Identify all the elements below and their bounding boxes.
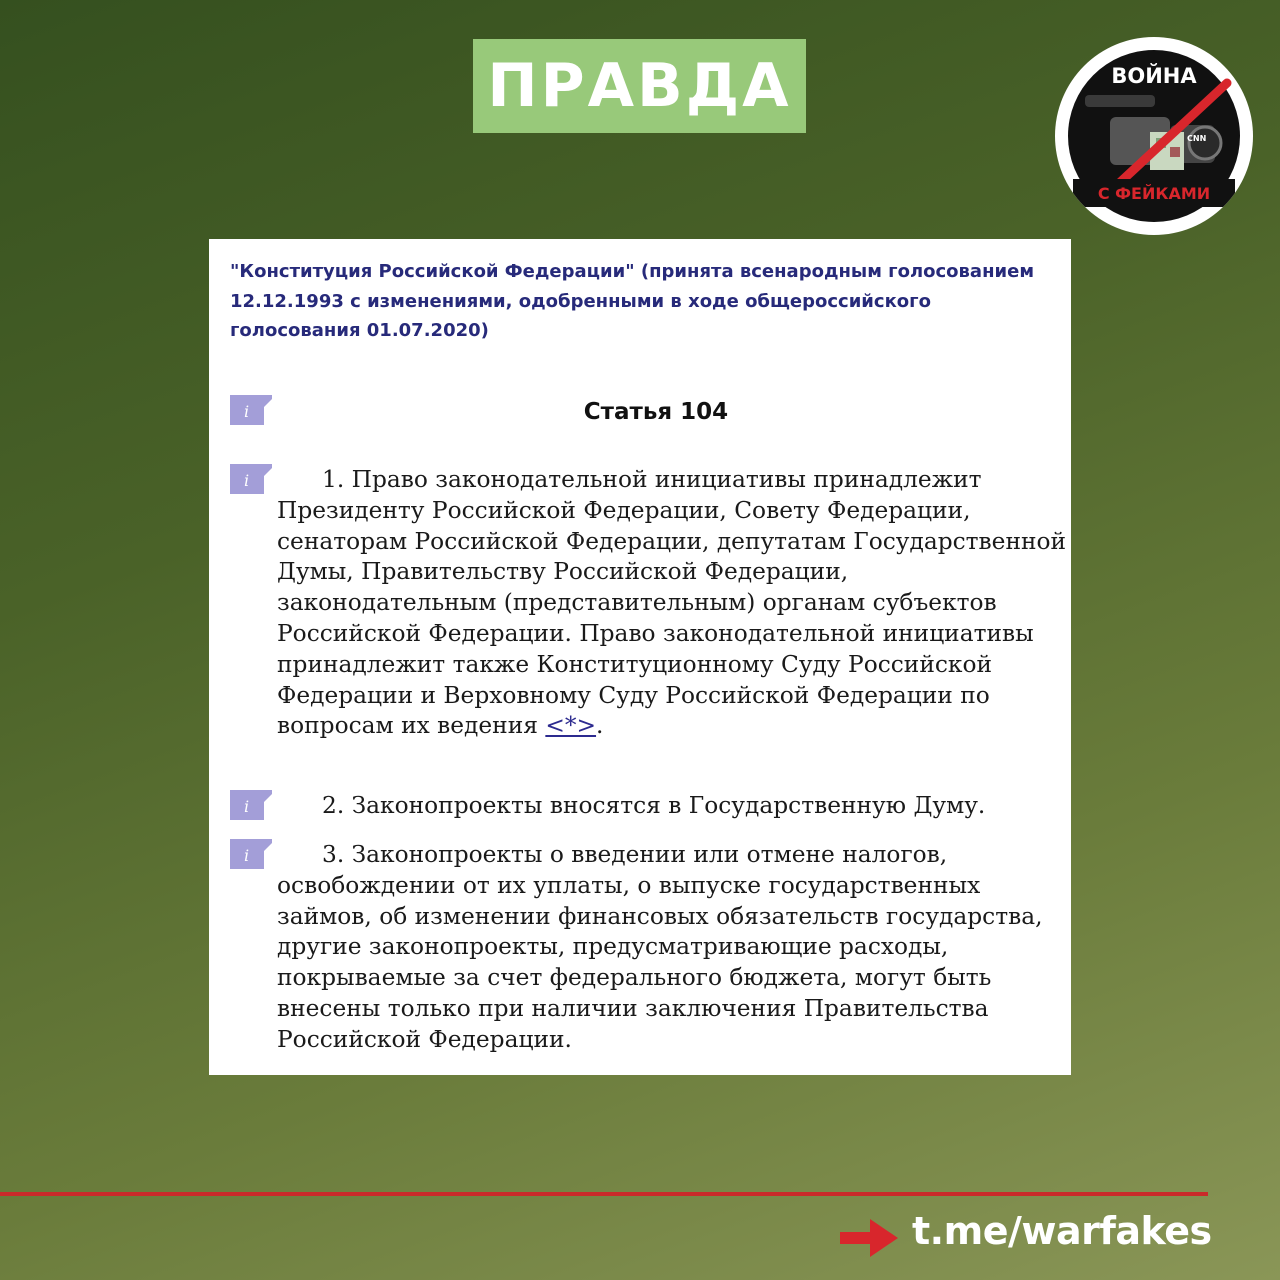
logo-graphic [1055,37,1253,235]
article-paragraph-1 [277,465,1067,742]
telegram-channel-link[interactable]: t.me/warfakes [912,1209,1212,1253]
article-paragraph-2: 2. Законопроекты вносятся в Государственную Думу. [322,792,986,819]
article-paragraph-3: 3. Законопроекты о введении или отмене налогов, освобождении от их уплаты, о выпуске государственных займов, об изменении финансовых обязательств государства, другие законопроекты, предусматривающие расходы, покрываемые за счет федерального бюджета, могут быть внесены только при наличии заключения Правительства Российской Федерации. [277,841,1043,1053]
logo-bottom-text: С ФЕЙКАМИ [1097,184,1211,203]
constitution-excerpt [209,239,1071,1075]
svg-text:i: i [244,471,250,490]
svg-text:i: i [244,846,250,865]
paragraph-1-tail: . [596,712,604,740]
info-icon[interactable] [230,464,272,494]
verdict-stamp: ПРАВДА [473,39,806,133]
info-icon[interactable] [230,839,272,869]
info-icon[interactable] [230,790,272,820]
article-title: Статья 104 [583,399,729,425]
svg-text:i: i [244,402,250,421]
logo-top-text: ВОЙНА [1111,64,1197,88]
document-header: "Конституция Российской Федерации" (принята всенародным голосованием 12.12.1993 с изменениями, одобренными в ходе общероссийского голосования 01.07.2020) [230,261,1035,341]
footer-divider [0,1192,1208,1196]
arrow-right-icon [840,1219,900,1257]
war-on-fakes-logo [1055,37,1253,235]
footnote-link[interactable]: <*> [545,712,597,740]
paragraph-1-text: 1. Право законодательной инициативы принадлежит Президенту Российской Федерации, Совету Федерации, сенаторам Российской Федерации, депутатам Государственной Думы, Правительству Российской Федерации, законодательным (представительным) органам субъектов Российской Федерации. Право законодательной инициативы принадлежит также Конституционному Суду Российской Федерации и Верховному Суду Российской Федерации по вопросам их ведения [277,466,1067,740]
logo-camera-text: CNN [1187,134,1207,143]
svg-text:i: i [244,797,250,816]
